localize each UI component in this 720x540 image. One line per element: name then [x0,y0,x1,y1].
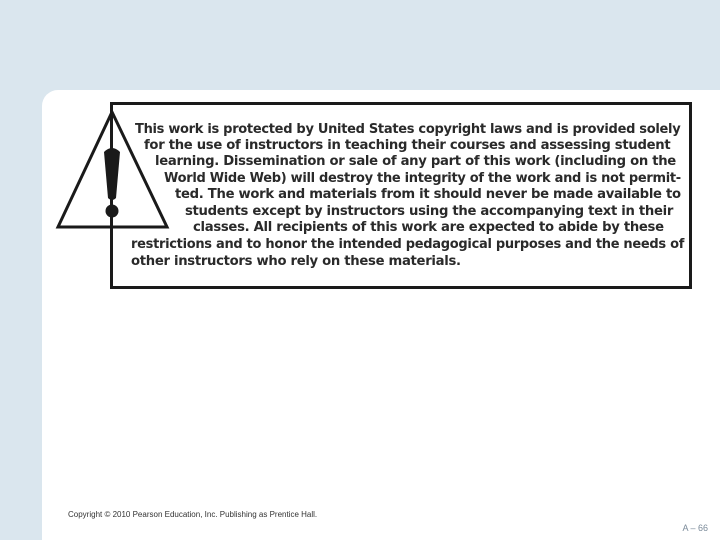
notice-line: classes. All recipients of this work are expected to abide by these [193,220,664,235]
notice-line: This work is protected by United States copyright laws and is provided solely [135,122,681,137]
notice-line: ted. The work and materials from it should never be made available to [175,187,681,202]
page-number: A – 66 [682,523,708,533]
notice-line: World Wide Web) will destroy the integrity of the work and is not permit- [164,171,681,186]
notice-line: for the use of instructors in teaching their courses and assessing student [144,138,671,153]
notice-line: students except by instructors using the accompanying text in their [185,204,674,219]
notice-line: restrictions and to honor the intended pedagogical purposes and the needs of [131,237,685,252]
copyright-footer: Copyright © 2010 Pearson Education, Inc. Publishing as Prentice Hall. [68,510,318,519]
notice-line: learning. Dissemination or sale of any part of this work (including on the [155,154,676,169]
notice-line: other instructors who rely on these materials. [131,254,461,269]
